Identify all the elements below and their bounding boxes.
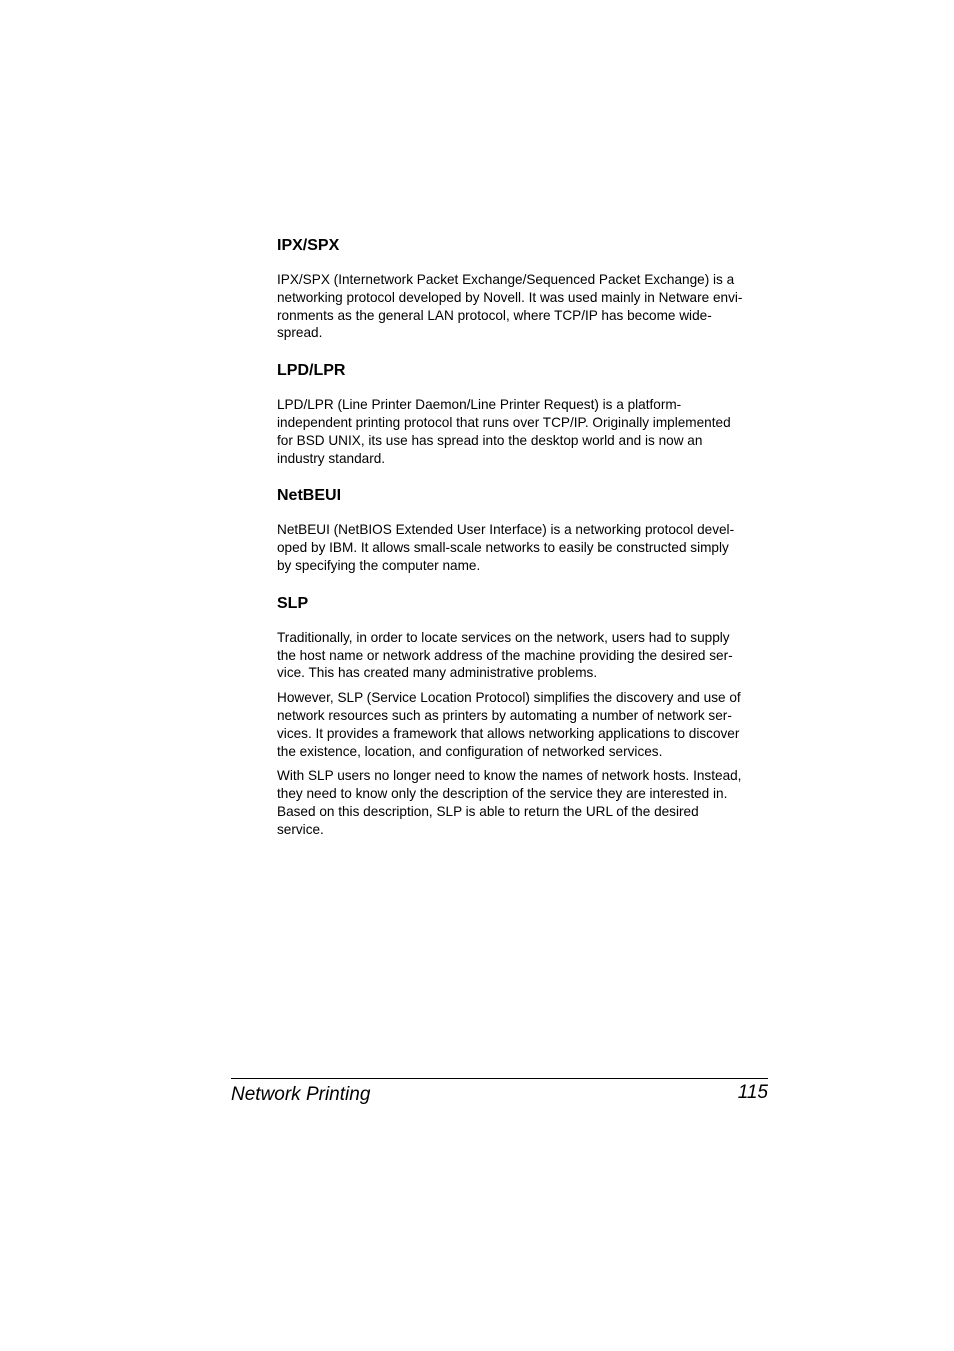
section-paragraph: However, SLP (Service Location Protocol) simplifies the discovery and use of network resources such as printers by automating a number of network ser- vices. It provides a framework that allows networking applications to discover the existence, location, and configuration of networked services. [277, 690, 741, 759]
section-paragraph: Traditionally, in order to locate services on the network, users had to supply the host name or network address of the machine providing the desired ser- vice. This has created many administrative problems. [277, 629, 733, 681]
section-heading: SLP [277, 594, 309, 612]
page-content [277, 236, 769, 839]
section-heading: LPD/LPR [277, 362, 346, 380]
section-heading: IPX/SPX [277, 237, 340, 254]
section-paragraph: IPX/SPX (Internetwork Packet Exchange/Sequenced Packet Exchange) is a networking protocol developed by Novell. It was used mainly in Netware envi- ronments as the general LAN protocol, where TCP/IP has become wide- spread. [277, 272, 743, 341]
section-ipx-spx [277, 236, 769, 342]
section-paragraph: LPD/LPR (Line Printer Daemon/Line Printer Request) is a platform- independent printing protocol that runs over TCP/IP. Originally implemented for BSD UNIX, its use has spread into the desktop world and is now an industry standard. [277, 397, 731, 466]
section-paragraph: NetBEUI (NetBIOS Extended User Interface) is a networking protocol devel- oped by IBM. It allows small-scale networks to easily be constructed simply by specifying the computer name. [277, 522, 735, 573]
section-netbeui [277, 486, 769, 574]
page-footer [231, 1078, 768, 1105]
page-number: 115 [737, 1082, 768, 1103]
section-lpd-lpr [277, 361, 769, 467]
footer-chapter-title: Network Printing [231, 1084, 371, 1105]
section-paragraph: With SLP users no longer need to know the names of network hosts. Instead, they need to know only the description of the service they are interested in. Based on this description, SLP is able to return the URL of the desired service. [277, 768, 742, 837]
section-heading: NetBEUI [277, 487, 342, 505]
section-slp [277, 594, 769, 839]
